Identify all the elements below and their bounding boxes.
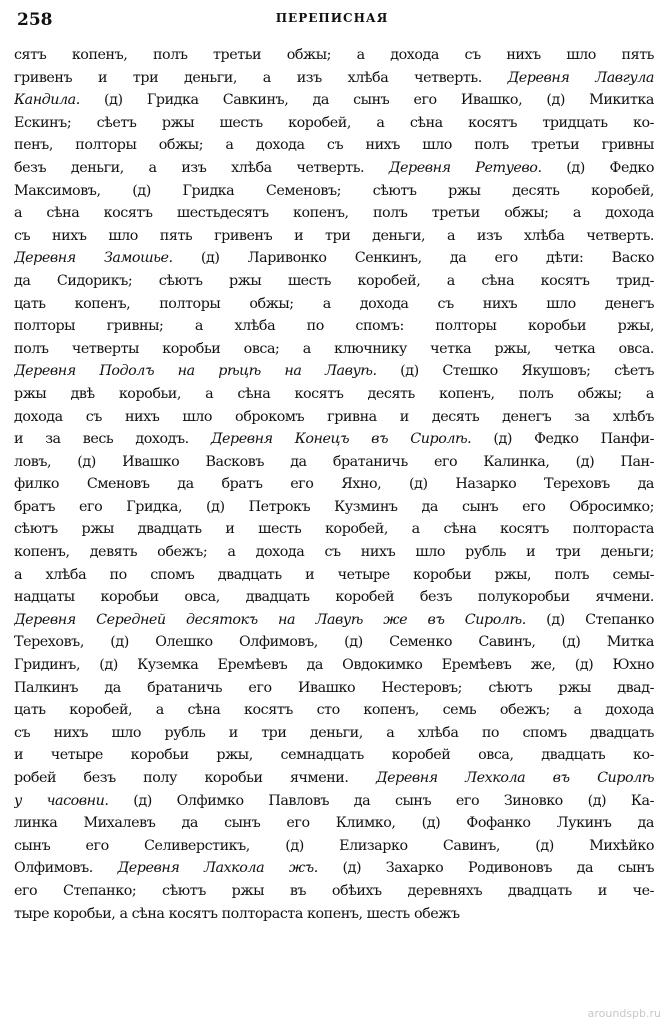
text-segment: Ескинъ; сѣетъ ржы шесть коробей, а сѣна косятъ тридцать ко- [14,114,654,131]
text-segment: Олфимовъ. [14,860,118,877]
text-line [14,812,654,835]
text-segment: филко Сменовъ да братъ его Яхно, (д) Назарко Тереховъ да [14,476,654,493]
body-text [14,44,654,925]
text-line [14,44,654,67]
village-name-italic: Деревня Ретуево. [388,159,542,176]
text-line [14,609,654,632]
text-segment: (д) Захарко Родивоновъ да сынъ [317,860,654,877]
text-segment: надцаты коробьи овса, двадцать коробей безъ полукоробьи ячмени. [14,589,654,606]
text-segment: а хлѣба по спомъ двадцать и четыре коробьи ржы, полъ семы- [14,566,654,583]
text-line [14,790,654,813]
village-name-italic: Деревня Конецъ въ Сиролѣ. [210,431,472,448]
text-segment: (д) Федко [541,159,654,176]
text-line [14,202,654,225]
text-segment: (д) Олфимко Павловъ да сынъ его Зиновко (д) Ка- [108,792,654,809]
text-line [14,744,654,767]
text-segment: дохода съ нихъ шло оброкомъ гривна и десять денегъ за хлѣбъ [14,408,654,425]
text-line [14,247,654,270]
text-segment: съ нихъ шло рубль и три деньги, а хлѣба по спомъ двадцать [14,724,654,741]
text-segment: (д) Степанко [525,611,654,628]
running-title: ПЕРЕПИСНАЯ [275,11,389,25]
text-line [14,134,654,157]
text-segment: Максимовъ, (д) Гридка Семеновъ; сѣютъ ржы десять коробей, [14,182,654,199]
text-line [14,767,654,790]
text-line [14,270,654,293]
village-name-italic: Деревня Лахкола жъ. [117,860,318,877]
text-line [14,360,654,383]
text-segment: цать копенъ, полторы обжы; а дохода съ нихъ шло денегъ [14,295,654,312]
village-name-italic: Деревня Замошье. [14,250,173,267]
watermark: aroundspb.ru [587,1007,661,1020]
text-segment: а сѣна косятъ шестьдесятъ копенъ, полъ третьи обжы; а дохода [14,205,654,222]
text-line [14,654,654,677]
text-segment: сынъ его Селиверстикъ, (д) Елизарко Савинъ, (д) Михѣйко [14,837,654,854]
text-segment: ржы двѣ коробьи, а сѣна косятъ десять копенъ, полъ обжы; а [14,385,654,402]
text-line [14,428,654,451]
text-segment: Палкинъ да братаничь его Ивашко Нестеровъ; сѣютъ ржы двад- [14,679,654,696]
text-segment: полъ четверты коробьи овса; а ключнику четка ржы, четка овса. [14,340,654,357]
text-line [14,541,654,564]
text-segment: (д) Федко Панфи- [471,431,654,448]
text-line [14,699,654,722]
text-segment: безъ деньги, а изъ хлѣба четверть. [14,159,389,176]
text-line [14,451,654,474]
text-segment: Тереховъ, (д) Олешко Олфимовъ, (д) Семенко Савинъ, (д) Митка [14,634,654,651]
text-segment: цать коробей, а сѣна косятъ сто копенъ, семь обежъ; а дохода [14,702,654,719]
text-segment: его Степанко; сѣютъ ржы въ обѣихъ деревняхъ двадцать и че- [14,882,654,899]
village-name-italic: Деревня Лехкола въ Сиролѣ [375,770,654,786]
text-line [14,293,654,316]
text-segment: и четыре коробьи ржы, семнадцать коробей овса, двадцать ко- [14,747,654,764]
text-line [14,518,654,541]
village-name-italic: Деревня Середней десятокъ на Лавуѣ же въ Сиролѣ. [14,611,526,628]
text-segment: тыре коробьи, а сѣна косятъ полтораста копенъ, шесть обежъ [14,905,460,922]
village-name-italic: Деревня Лавгула [507,69,654,86]
text-segment: да Сидорикъ; сѣютъ ржы шесть коробей, а сѣна косятъ трид- [14,272,654,289]
text-line [14,677,654,700]
text-line [14,722,654,745]
text-segment: (д) Ларивонко Сенкинъ, да его дѣти: Васко [172,250,654,267]
text-segment: братъ его Гридка, (д) Петрокъ Кузминъ да сынъ его Обросимко; [14,498,654,515]
text-line [14,835,654,858]
text-line [14,586,654,609]
text-segment: сятъ копенъ, полъ третьи обжы; а дохода съ нихъ шло пять [14,47,654,63]
village-name-italic: у часовни. [14,792,109,809]
village-name-italic: Деревня Подолъ на рѣцѣ на Лавуѣ. [14,363,377,380]
village-name-italic: Кандила. [14,92,80,109]
text-line [14,473,654,496]
text-segment: копенъ, девять обежъ; а дохода съ нихъ шло рубль и три деньги; [14,544,654,561]
text-segment: линка Михалевъ да сынъ его Климко, (д) Фофанко Лукинъ да [14,815,654,832]
text-segment: полторы гривны; а хлѣба по спомъ: полторы коробьи ржы, [14,318,654,335]
text-segment: (д) Гридка Савкинъ, да сынъ его Ивашко, (д) Микитка [79,92,654,109]
text-segment: робей безъ полу коробьи ячмени. [14,770,376,786]
text-line [14,631,654,654]
page-number: 258 [17,10,53,30]
text-segment: сѣютъ ржы двадцать и шесть коробей, а сѣна косятъ полтораста [14,521,654,538]
text-segment: пенъ, полторы обжы; а дохода съ нихъ шло полъ третьи гривны [14,137,654,154]
text-segment: (д) Стешко Якушовъ; сѣетъ [376,363,654,380]
text-line [14,89,654,112]
text-line [14,67,654,90]
text-line [14,338,654,361]
text-segment: Гридинъ, (д) Куземка Еремѣевъ да Овдокимко Еремѣевъ же, (д) Юхно [14,657,654,674]
text-segment: и за весь доходъ. [14,431,211,448]
text-line [14,564,654,587]
text-line [14,406,654,429]
text-line [14,225,654,248]
text-segment: гривенъ и три деньги, а изъ хлѣба четверть. [14,69,508,86]
text-line [14,157,654,180]
text-line [14,180,654,203]
text-line [14,857,654,880]
text-line [14,903,654,926]
text-line [14,315,654,338]
text-segment: ловъ, (д) Ивашко Васковъ да братаничь его Калинка, (д) Пан- [14,453,654,470]
text-line [14,880,654,903]
text-line [14,496,654,519]
text-segment: съ нихъ шло пять гривенъ и три деньги, а изъ хлѣба четверть. [14,227,654,244]
text-line [14,112,654,135]
text-line [14,383,654,406]
page-header [17,10,647,36]
